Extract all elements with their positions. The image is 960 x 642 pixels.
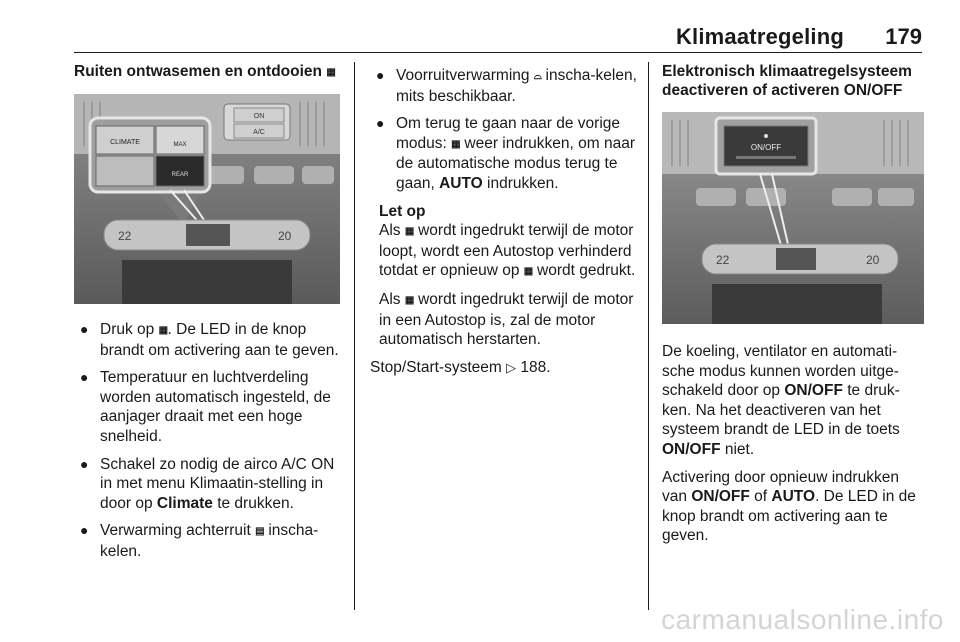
note-box <box>379 202 638 350</box>
climate-panel-photo <box>74 94 340 304</box>
rear-window-heating-icon: ▤ <box>255 526 265 538</box>
page-number: 179 <box>885 24 922 49</box>
onoff-panel-photo <box>662 112 924 324</box>
note-paragraph-1: Als ▦ wordt ingedrukt terwijl de motor loopt, wordt een Autostop verhinderd totdat er opnieuw op ▦ wordt gedrukt. <box>379 221 638 282</box>
cross-reference: Stop/Start-systeem ▷ 188. <box>370 358 551 376</box>
photo-label-on: ON <box>253 113 265 120</box>
windscreen-heating-icon: ⌓ <box>533 71 542 82</box>
photo-label-climate: CLIMATE <box>110 139 140 146</box>
photo-label-rear: REAR <box>171 172 189 178</box>
column-3 <box>662 62 924 554</box>
list-item: ● Voorruitverwarming ⌓ inscha-kelen, mits beschikbaar. <box>376 67 637 105</box>
photo-temp-left: 22 <box>118 229 132 243</box>
paragraph-deactivate: De koeling, ventilator en automati-sche modus kunnen worden uitge-schakeld door op ON/OFF te druk-ken. Na het deactiveren van het systeem brandt de LED in de toets ON/OFF niet. <box>662 343 900 458</box>
defrost-max-icon: ▦ <box>404 294 414 306</box>
photo-temp-left: 22 <box>716 253 730 267</box>
defrost-max-icon: ▦ <box>451 138 461 150</box>
photo-temp-right: 20 <box>866 253 880 267</box>
column-divider-1 <box>354 62 355 610</box>
list-item: ● Temperatuur en luchtverdeling worden automatisch ingesteld, de aanjager draait met een hoge snelheid. <box>80 369 331 445</box>
column-2 <box>370 62 638 377</box>
bullet-list-windscreen <box>370 66 638 194</box>
section-heading-onoff: Elektronisch klimaatregelsysteem deactiveren of activeren ON/OFF <box>662 63 912 99</box>
defrost-max-icon: ▦ <box>523 266 533 278</box>
column-divider-2 <box>648 62 649 610</box>
list-item: ● Verwarming achterruit ▤ inscha-kelen. <box>80 522 319 560</box>
photo-temp-right: 20 <box>278 229 292 243</box>
defrost-max-icon: ▦ <box>326 67 336 78</box>
bullet-list-defrost <box>74 320 340 562</box>
page-header <box>74 22 922 53</box>
paragraph-activate: Activering door opnieuw indrukken van ON/OFF of AUTO. De LED in de knop brandt om activering aan te geven. <box>662 468 916 545</box>
section-heading-defrost: Ruiten ontwasemen en ontdooien ▦ <box>74 63 336 80</box>
photo-label-ac: A/C <box>253 129 265 136</box>
defrost-max-icon: ▦ <box>404 226 414 238</box>
list-item: ● Schakel zo nodig de airco A/C ON in met menu Klimaatin-stelling in door op Climate te drukken. <box>80 455 335 512</box>
list-item: ● Om terug te gaan naar de vorige modus: ▦ weer indrukken, om naar de automatische modus terug te gaan, AUTO indrukken. <box>376 115 635 192</box>
note-title: Let op <box>379 202 426 220</box>
photo-label-max: MAX <box>173 142 187 148</box>
photo-label-onoff: ON/OFF <box>750 143 782 152</box>
defrost-max-icon: ▦ <box>158 325 168 336</box>
column-1 <box>74 62 340 570</box>
note-paragraph-2: Als ▦ wordt ingedrukt terwijl de motor in een Autostop is, zal de motor automatisch herstarten. <box>379 290 634 349</box>
list-item: ● Druk op ▦. De LED in de knop brandt om activering aan te geven. <box>80 321 339 359</box>
watermark: carmanualsonline.info <box>661 604 944 635</box>
page-title: Klimaatregeling <box>675 24 844 49</box>
